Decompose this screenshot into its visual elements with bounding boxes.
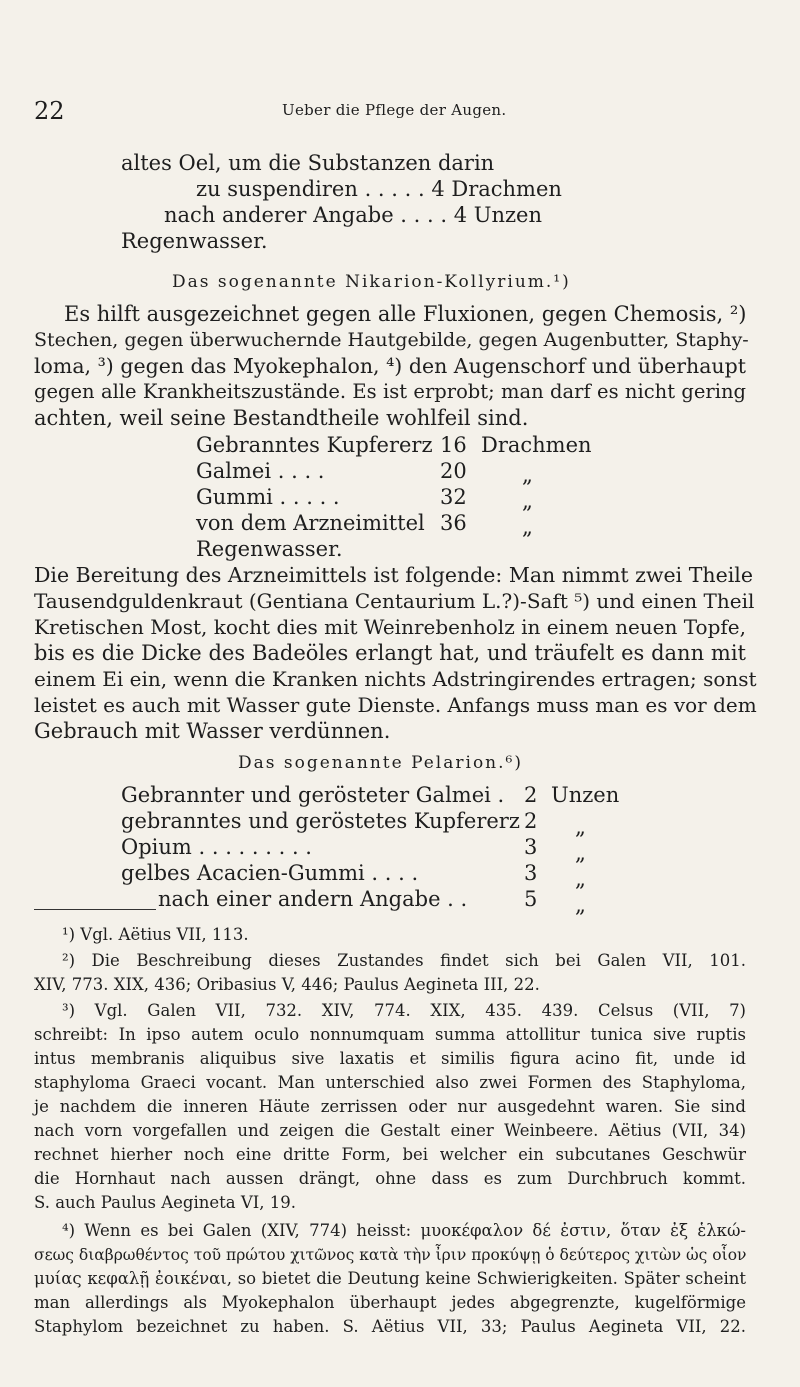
footnote-line: μυίας κεφαλῇ ἐοικέναι, so bietet die Deutung keine Schwierigkeiten. Später scheint <box>34 1269 746 1288</box>
ingredient-name: Gummi . . . . . <box>196 485 340 509</box>
recipe-line: zu suspendiren . . . . . 4 Drachmen <box>196 177 562 201</box>
ingredient-unit: „ <box>575 841 586 865</box>
section-heading: Das sogenannte Pelarion.⁶) <box>238 753 523 773</box>
paragraph-line: loma, ³) gegen das Myokephalon, ⁴) den Augenschorf und überhaupt <box>34 354 746 378</box>
footnote-line: S. auch Paulus Aegineta VI, 19. <box>34 1193 297 1212</box>
paragraph-line: achten, weil seine Bestandtheile wohlfeil sind. <box>34 406 529 430</box>
footnote-line: intus membranis aliquibus sive laxatis et similis figura acino fit, unde id <box>34 1049 746 1068</box>
footnote-line: σεως διαβρωθέντος τοῦ πρώτου χιτῶνος κατὰ τὴν ἶριν προκύψῃ ὁ δεύτερος χιτὼν ὡς οἷον <box>34 1246 747 1264</box>
ingredient-unit: „ <box>575 815 586 839</box>
footnote-line: die Hornhaut nach aussen drängt, ohne dass es zum Durchbruch kommt. <box>34 1169 746 1188</box>
footnote-line: ²) Die Beschreibung dieses Zustandes findet sich bei Galen VII, 101. <box>62 951 746 970</box>
recipe-line: Regenwasser. <box>196 537 343 561</box>
ingredient-amount: 2 <box>524 809 538 833</box>
ingredient-amount: 3 <box>524 835 538 859</box>
paragraph-line: gegen alle Krankheitszustände. Es ist erprobt; man darf es nicht gering <box>34 380 746 403</box>
ingredient-unit: „ <box>575 867 586 891</box>
paragraph-line: Kretischen Most, kocht dies mit Weinrebenholz in einem neuen Topfe, <box>34 615 746 639</box>
footnote-line: schreibt: In ipso autem oculo nonnumquam summa attollitur tunica sive ruptis <box>34 1025 746 1044</box>
ingredient-name: von dem Arzneimittel <box>196 511 425 535</box>
ingredient-unit: Unzen <box>551 783 620 807</box>
ingredient-unit: „ <box>522 515 533 539</box>
ingredient-unit: „ <box>522 463 533 487</box>
ingredient-amount: 2 <box>524 783 538 807</box>
page-number: 22 <box>34 97 65 125</box>
paragraph-line: bis es die Dicke des Badeöles erlangt hat, und träufelt es dann mit <box>34 641 746 665</box>
section-heading: Das sogenannte Nikarion-Kollyrium.¹) <box>172 272 571 292</box>
ingredient-name: Gebrannter und gerösteter Galmei . <box>121 783 505 807</box>
ingredient-unit: „ <box>575 893 586 917</box>
footnote-line: je nachdem die inneren Häute zerrissen oder nur ausgedehnt waren. Sie sind <box>34 1097 746 1116</box>
ingredient-amount: 16 <box>440 433 467 457</box>
ingredient-name: Gebranntes Kupfererz <box>196 433 433 457</box>
paragraph-line: Gebrauch mit Wasser verdünnen. <box>34 719 391 743</box>
ingredient-name: nach einer andern Angabe . . <box>158 887 468 911</box>
footnote-line: man allerdings als Myokephalon überhaupt jedes abgegrenzte, kugelförmige <box>34 1293 746 1312</box>
ingredient-amount: 5 <box>524 887 538 911</box>
ingredient-amount: 20 <box>440 459 467 483</box>
paragraph-line: Es hilft ausgezeichnet gegen alle Fluxionen, gegen Chemosis, ²) <box>64 302 747 326</box>
ingredient-amount: 36 <box>440 511 467 535</box>
ingredient-unit: Drachmen <box>481 433 592 457</box>
recipe-line: altes Oel, um die Substanzen darin <box>121 151 495 175</box>
ingredient-name: Opium . . . . . . . . . <box>121 835 312 859</box>
ingredient-amount: 3 <box>524 861 538 885</box>
footnote-line: ³) Vgl. Galen VII, 732. XIV, 774. XIX, 435. 439. Celsus (VII, 7) <box>62 1001 746 1020</box>
footnote-line: ¹) Vgl. Aëtius VII, 113. <box>62 925 249 944</box>
ingredient-amount: 32 <box>440 485 467 509</box>
running-title: Ueber die Pflege der Augen. <box>282 101 507 119</box>
ingredient-name: gebranntes und geröstetes Kupfererz <box>121 809 520 833</box>
paragraph-line: leistet es auch mit Wasser gute Dienste. Anfangs muss man es vor dem <box>34 693 757 717</box>
paragraph-line: Die Bereitung des Arzneimittels ist folgende: Man nimmt zwei Theile <box>34 563 753 587</box>
footnote-line: XIV, 773. XIX, 436; Oribasius V, 446; Paulus Aegineta III, 22. <box>34 975 540 994</box>
footnote-line: staphyloma Graeci vocant. Man unterschied also zwei Formen des Staphyloma, <box>34 1073 746 1092</box>
recipe-line: Regenwasser. <box>121 229 268 253</box>
footnote-line: ⁴) Wenn es bei Galen (XIV, 774) heisst: μυοκέφαλον δέ ἐστιν, ὅταν ἐξ ἑλκώ- <box>62 1221 746 1240</box>
recipe-line: nach anderer Angabe . . . . 4 Unzen <box>164 203 542 227</box>
paragraph-line: Tausendguldenkraut (Gentiana Centaurium L.?)-Saft ⁵) und einen Theil <box>34 589 755 613</box>
footnote-line: rechnet hierher noch eine dritte Form, bei welcher ein subcutanes Geschwür <box>34 1145 746 1164</box>
ingredient-name: gelbes Acacien-Gummi . . . . <box>121 861 419 885</box>
footnote-rule <box>34 909 156 910</box>
ingredient-name: Galmei . . . . <box>196 459 325 483</box>
footnote-line: Staphylom bezeichnet zu haben. S. Aëtius VII, 33; Paulus Aegineta VII, 22. <box>34 1317 746 1336</box>
footnote-line: nach vorn vorgefallen und zeigen die Gestalt einer Weinbeere. Aëtius (VII, 34) <box>34 1121 746 1140</box>
ingredient-unit: „ <box>522 489 533 513</box>
paragraph-line: einem Ei ein, wenn die Kranken nichts Adstringirendes ertragen; sonst <box>34 667 757 691</box>
paragraph-line: Stechen, gegen überwuchernde Hautgebilde, gegen Augenbutter, Staphy- <box>34 329 749 351</box>
